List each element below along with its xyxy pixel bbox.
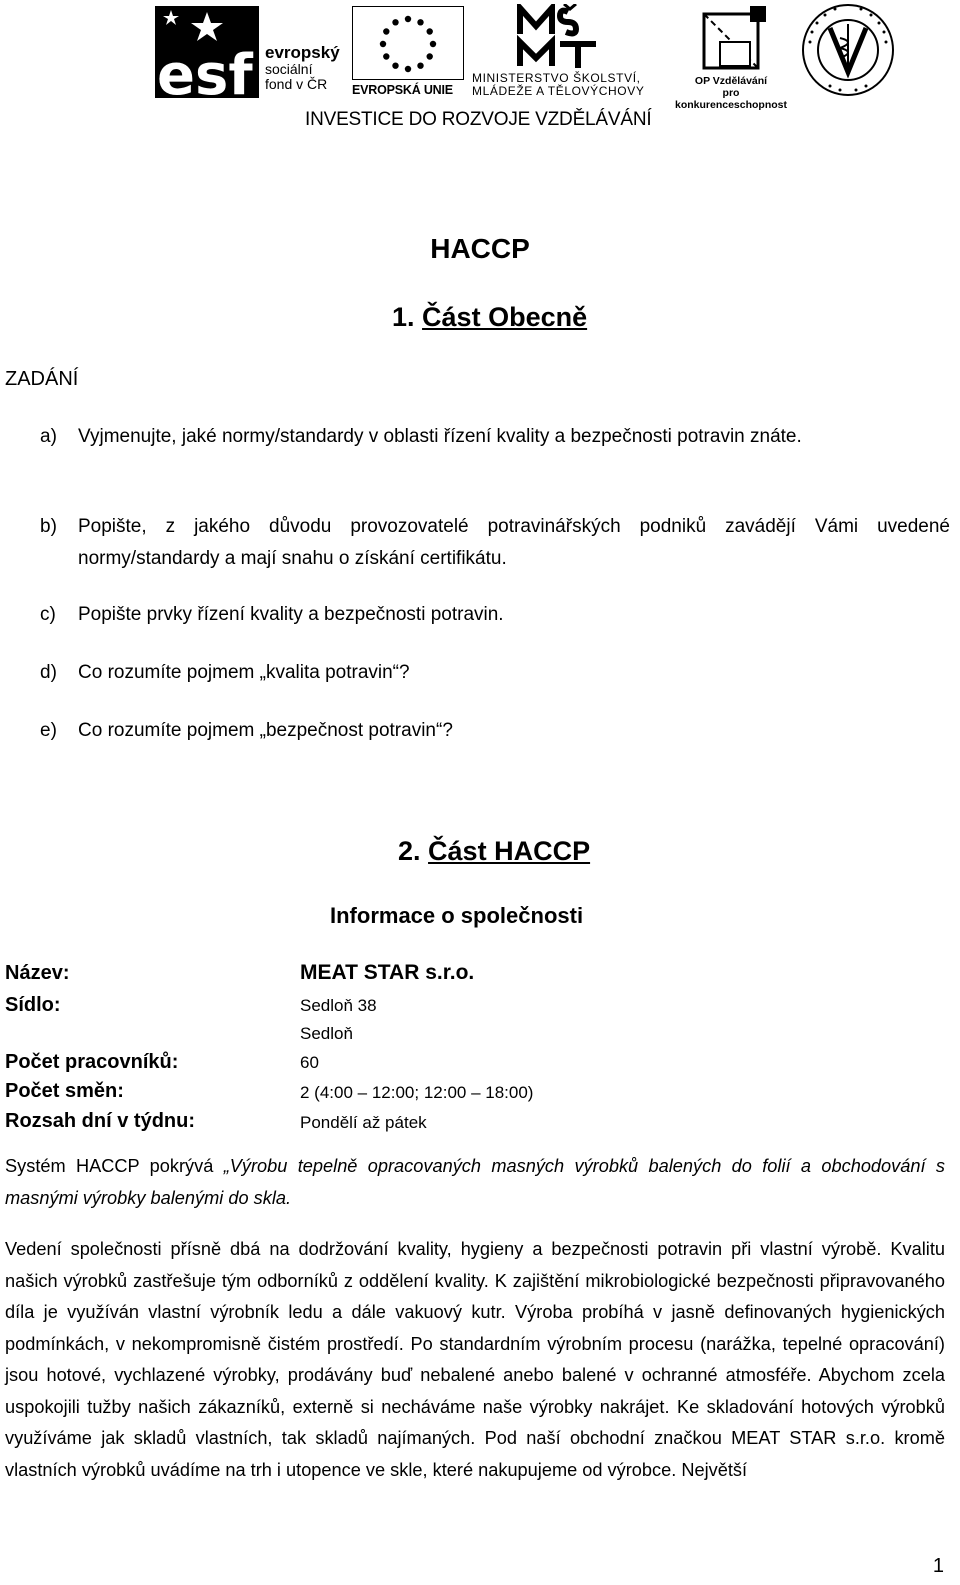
question-label: e) (40, 720, 57, 741)
question-text: Popište, z jakého důvodu provozovatelé potravinářských podniků zavádějí Vámi uvedené normy/standardy a mají snahu o získání certifikátu. (78, 516, 950, 569)
part-1-title: Část Obecně (422, 302, 588, 332)
shifts-label: Počet směn: (5, 1080, 124, 1102)
eu-logo (352, 6, 464, 98)
document-title: HACCP (430, 233, 530, 264)
university-seal-icon (800, 2, 896, 98)
employees-value: 60 (300, 1053, 319, 1072)
company-info-heading: Informace o společnosti (330, 903, 584, 928)
haccp-scope-paragraph (5, 1151, 945, 1214)
msmt-logo (472, 4, 664, 98)
question-c (40, 599, 950, 631)
question-label: d) (40, 662, 57, 683)
company-seat-line-1: Sedloň 38 (300, 996, 377, 1015)
working-days-value: Pondělí až pátek (300, 1113, 427, 1132)
investice-banner: INVESTICE DO ROZVOJE VZDĚLÁVÁNÍ (305, 109, 652, 130)
scope-description: „Výrobu tepelně opracovaných masných výrobků balených do folií a obchodování s masnými výrobky balenými do skla. (5, 1156, 945, 1208)
part-1-heading (392, 302, 587, 333)
part-2-title: Část HACCP (428, 836, 591, 866)
esf-logo-text (265, 44, 340, 92)
op-line-1: OP Vzdělávání (694, 75, 768, 87)
eu-caption: EVROPSKÁ UNIE (352, 83, 453, 97)
esf-line-1: evropský (265, 43, 340, 62)
working-days-label: Rozsah dní v týdnu: (5, 1110, 195, 1132)
question-label: b) (40, 516, 57, 537)
msmt-line-1: MINISTERSTVO ŠKOLSTVÍ, (472, 71, 641, 85)
part-1-number: 1. (392, 302, 415, 332)
question-d (40, 657, 950, 689)
op-logo (668, 4, 794, 111)
company-name-value: MEAT STAR s.r.o. (300, 961, 475, 984)
question-e (40, 715, 950, 747)
question-text: Co rozumíte pojmem „kvalita potravin“? (78, 662, 410, 683)
company-description-paragraph: Vedení společnosti přísně dbá na dodržování kvality, hygieny a bezpečnosti potravin při vlastní výrobě. Kvalitu našich výrobků zastřešuje tým odborníků z oddělení kvality. K zajištění mikrobiologické bezpečnosti připravovaného díla je využíván vlastní výrobník ledu a dále vakuový kutr. Výroba probíhá v jasně definovaných hygienických podmínkách, v nekompromisně čistém prostředí. Po standardním výrobním procesu (narážka, tepelné opracování) jsou hotové, vychlazené výrobky, prodávány buď nebalené anebo balené v ochranné atmosféře. Abychom zcela uspokojili tužby našich zákazníků, externě si necháváme naše výrobky nakrájet. Ke skladování hotových výrobků využíváme jak skladů vlastních, tak skladů najímaných. Pod naší obchodní značkou MEAT STAR s.r.o. kromě vlastních výrobků uvádíme na trh i utopence ve skle, které nakupujeme od výrobce. Největší (5, 1239, 945, 1480)
scope-prefix: Systém HACCP pokrývá (5, 1156, 214, 1176)
question-text: Popište prvky řízení kvality a bezpečnosti potravin. (78, 604, 504, 625)
esf-logo (155, 6, 345, 98)
company-seat-line-2: Sedloň (300, 1024, 353, 1043)
eu-flag-icon (352, 6, 464, 80)
op-caption (668, 75, 794, 111)
shifts-value: 2 (4:00 – 12:00; 12:00 – 18:00) (300, 1083, 534, 1102)
msmt-logo-icon (516, 4, 604, 70)
esf-line-2: sociální (265, 61, 313, 77)
op-line-2: pro konkurenceschopnost (674, 87, 788, 111)
part-2-number: 2. (398, 836, 421, 866)
logo-header (0, 0, 960, 140)
msmt-line-2: MLÁDEŽE A TĚLOVÝCHOVY (472, 84, 645, 98)
msmt-caption (472, 72, 644, 98)
assignment-label: ZADÁNÍ (5, 368, 79, 390)
question-text: Co rozumíte pojmem „bezpečnost potravin“? (78, 720, 453, 741)
esf-line-3: fond v ČR (265, 76, 328, 92)
question-label: a) (40, 426, 57, 447)
part-2-heading (398, 836, 590, 867)
page-number: 1 (932, 1555, 944, 1577)
company-name-label: Název: (5, 962, 70, 984)
employees-label: Počet pracovníků: (5, 1051, 179, 1073)
question-text: Vyjmenujte, jaké normy/standardy v oblasti řízení kvality a bezpečnosti potravin znáte. (78, 426, 802, 447)
company-seat-label: Sídlo: (5, 994, 61, 1016)
question-b (40, 511, 950, 575)
question-a (40, 421, 950, 453)
esf-logo-icon (155, 6, 259, 98)
question-label: c) (40, 604, 56, 625)
op-logo-icon (698, 4, 770, 74)
svg-text:esf: esf (157, 43, 253, 98)
